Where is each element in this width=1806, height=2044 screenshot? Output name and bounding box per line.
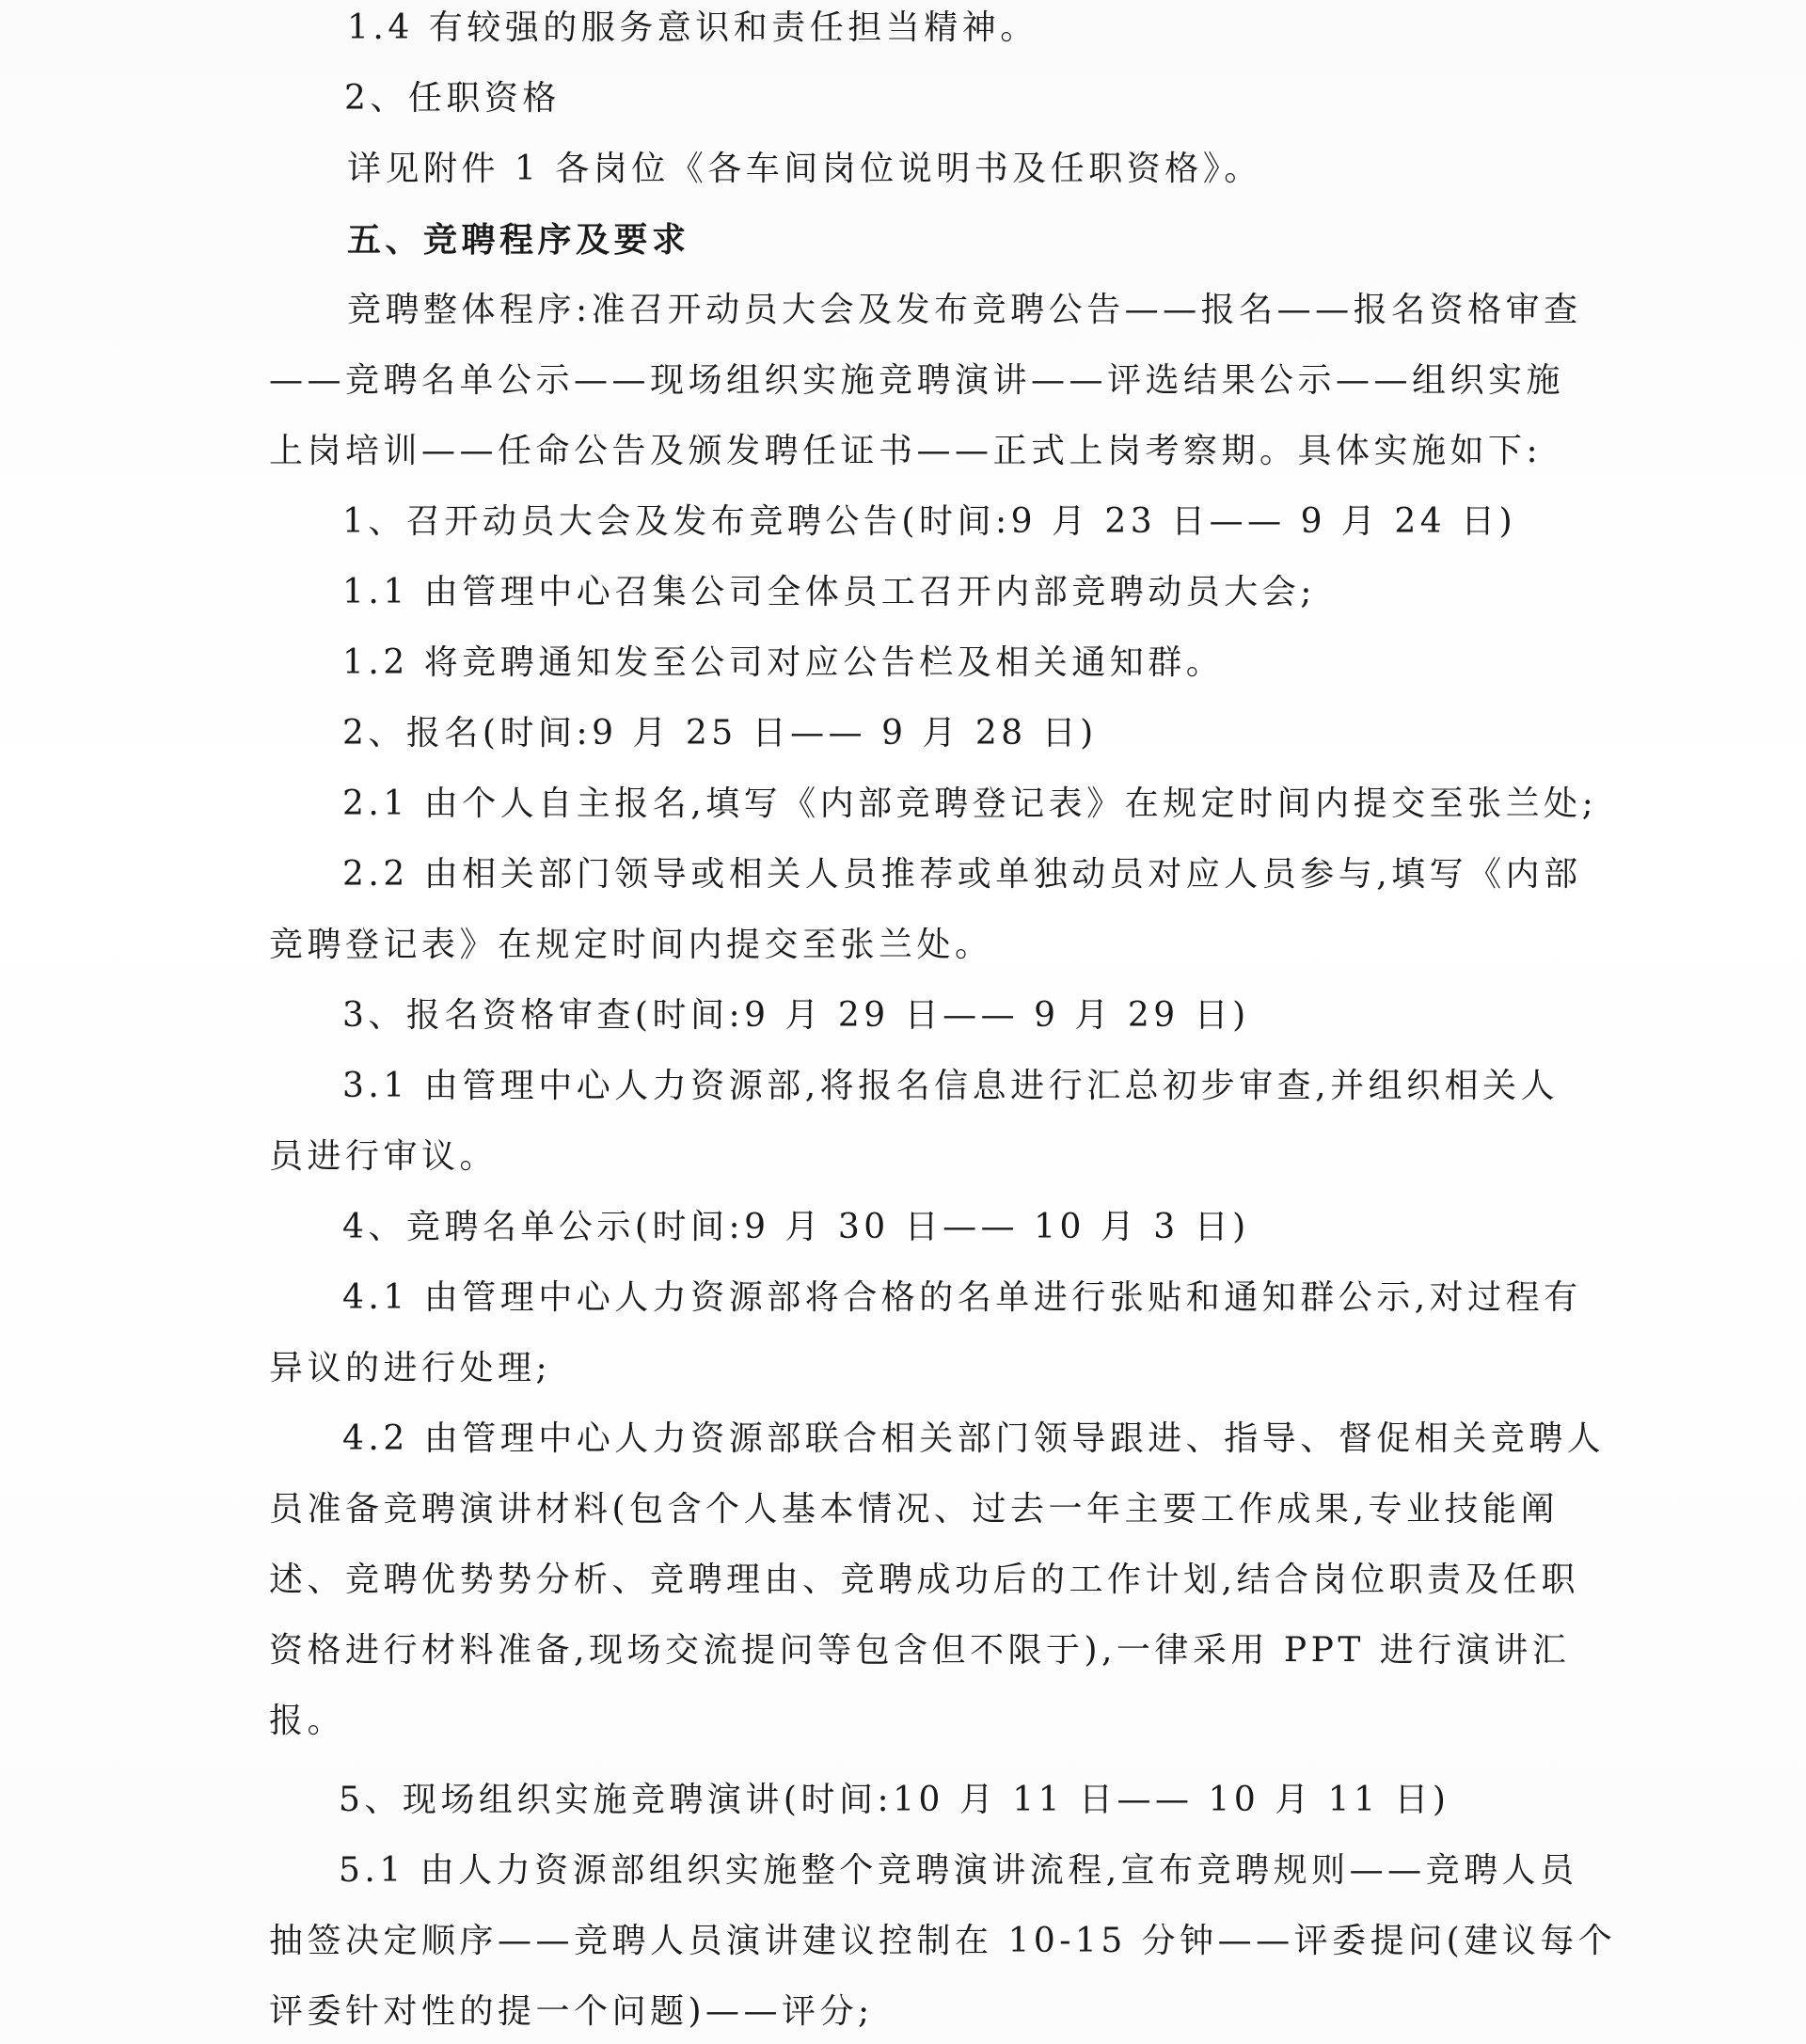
text-line: 2、报名(时间:9 月 25 日—— 9 月 28 日) [342,714,1098,753]
text-line: 5、现场组织实施竞聘演讲(时间:10 月 11 日—— 10 月 11 日) [339,1781,1450,1819]
text-line: 4.2 由管理中心人力资源部联合相关部门领导跟进、指导、督促相关竞聘人 [342,1419,1606,1458]
text-line: 4.1 由管理中心人力资源部将合格的名单进行张贴和通知群公示,对过程有 [342,1278,1582,1317]
text-line: 4、竞聘名单公示(时间:9 月 30 日—— 10 月 3 日) [342,1208,1250,1246]
text-line: ——竞聘名单公示——现场组织实施竞聘演讲——评选结果公示——组织实施 [269,361,1565,400]
text-line: 竞聘整体程序:准召开动员大会及发布竞聘公告——报名——报名资格审查 [347,291,1582,329]
text-line: 上岗培训——任命公告及颁发聘任证书——正式上岗考察期。具体实施如下: [269,432,1543,470]
section-heading: 五、竞聘程序及要求 [347,220,690,260]
text-line: 2.1 由个人自主报名,填写《内部竞聘登记表》在规定时间内提交至张兰处; [342,784,1598,823]
text-line: 详见附件 1 各岗位《各车间岗位说明书及任职资格》。 [347,150,1262,188]
text-line: 述、竞聘优势势分析、竞聘理由、竞聘成功后的工作计划,结合岗位职责及任职 [269,1561,1579,1599]
text-line: 员准备竞聘演讲材料(包含个人基本情况、过去一年主要工作成果,专业技能阐 [269,1490,1559,1529]
text-line: 1.4 有较强的服务意识和责任担当精神。 [347,8,1038,47]
text-line: 抽签决定顺序——竞聘人员演讲建议控制在 10-15 分钟——评委提问(建议每个 [269,1922,1617,1960]
text-line: 员进行审议。 [269,1137,499,1176]
text-line: 报。 [269,1702,346,1740]
text-line: 评委针对性的提一个问题)——评分; [269,1992,874,2031]
text-line: 2.2 由相关部门领导或相关人员推荐或单独动员对应人员参与,填写《内部 [342,855,1582,894]
text-line: 异议的进行处理; [269,1349,552,1387]
text-line: 1.1 由管理中心召集公司全体员工召开内部竞聘动员大会; [342,573,1316,611]
text-line: 5.1 由人力资源部组织实施整个竞聘演讲流程,宣布竞聘规则——竞聘人员 [339,1851,1578,1890]
text-line: 资格进行材料准备,现场交流提问等包含但不限于),一律采用 PPT 进行演讲汇 [269,1631,1571,1670]
text-line: 1.2 将竞聘通知发至公司对应公告栏及相关通知群。 [342,643,1225,682]
text-line: 竞聘登记表》在规定时间内提交至张兰处。 [269,926,993,964]
text-line: 3.1 由管理中心人力资源部,将报名信息进行汇总初步审查,并组织相关人 [342,1067,1560,1105]
text-line: 2、任职资格 [344,79,561,118]
text-line: 3、报名资格审查(时间:9 月 29 日—— 9 月 29 日) [342,996,1250,1035]
text-line: 1、召开动员大会及发布竞聘公告(时间:9 月 23 日—— 9 月 24 日) [342,502,1517,541]
